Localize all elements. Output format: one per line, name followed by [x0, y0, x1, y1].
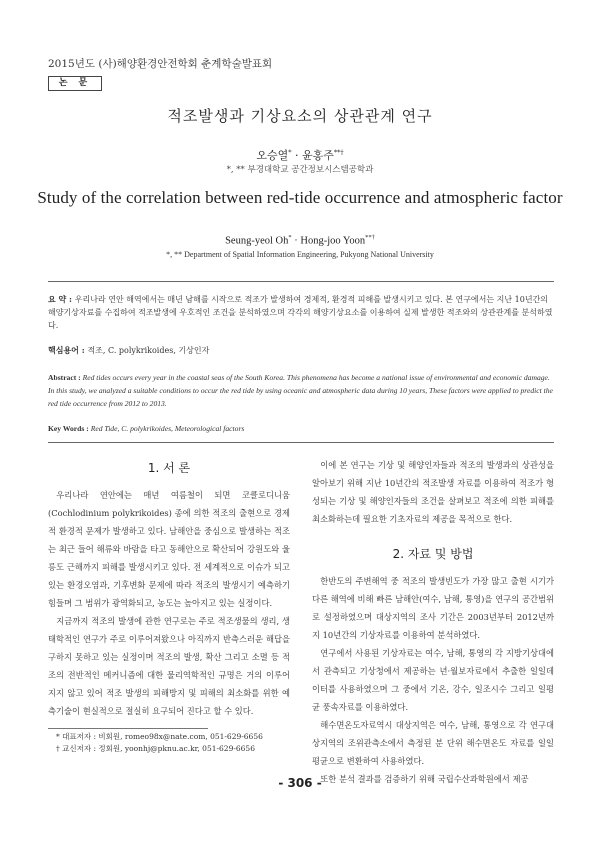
section-2-heading: 2. 자료 및 방법 [392, 547, 474, 561]
author-2-en: Hong-joo Yoon [300, 235, 366, 247]
conference-header: 2015년도 (사)해양환경안전학회 춘계학술발표회 [48, 58, 273, 70]
keywords-korean [48, 345, 209, 356]
author-2-en-mark: **† [365, 234, 375, 241]
divider-top [48, 281, 554, 282]
section-1-paragraph-3: 이에 본 연구는 기상 및 해양인자들과 적조의 발생과의 상관성을 알아보기 위해 지난 10년간의 적조발생 자료를 이용하여 적조가 형성되는 기상 및 해양인자들의 조건을 살펴보고 적조에 의한 피해를 최소화하는데 필요한 기초자료의 제공을 목적으로 한다. [312, 460, 554, 524]
right-column-methods [312, 572, 554, 788]
author-1: 오승열 [256, 149, 289, 162]
abstract-english [48, 371, 554, 410]
divider-bottom [48, 442, 554, 443]
section-2-paragraph-3: 해수면온도자료역시 대상지역은 여수, 남해, 통영으로 각 연구대상지역의 조위관측소에서 측정된 분 단위 해수면온도 자료를 일일평균으로 변환하여 사용하였다. [312, 720, 554, 766]
footnote-rule [48, 728, 208, 729]
authors-korean [0, 147, 600, 163]
section-2-paragraph-2: 연구에서 사용된 기상자료는 여수, 남해, 통영의 각 지방기상대에서 관측되고 기상청에서 제공하는 년·월보자료에서 추출한 일일데이터를 사용하였으며 그 중에서 기온, 강수, 일조시수 그리고 일평균 풍속자료를 이용하였다. [312, 648, 554, 712]
author-en-separator: · [291, 235, 301, 247]
article-type-badge: 논 문 [48, 76, 102, 91]
page-number: - 306 - [278, 776, 322, 790]
affiliation-korean: *, ** 부경대학교 공간정보시스템공학과 [226, 165, 374, 175]
footnotes [56, 731, 263, 755]
section-1-paragraph-1: 우리나라 연안에는 매년 여름철이 되면 코클로디니움(Cochlodinium polykrikoides) 종에 의한 적조의 출현으로 경제적 환경적 문제가 발생하고 있다. 남해안을 중심으로 발생하는 적조는 최근 들어 해류와 바람을 타고 동해안으로 확산되어 강원도와 울릉도 근해까지 피해를 발생시키고 있다. 전 세계적으로 이슈가 되고 있는 환경오염과, 기후변화 문제에 따라 적조의 발생시기 예측하기 힘들며 그 범위가 광역화되고, 농도는 높아지고 있는 실정이다. [48, 490, 290, 608]
keywords-korean-label: 핵심용어 : [48, 345, 88, 355]
keywords-english-label: Key Words : [48, 424, 91, 433]
affiliation-english: *, ** Department of Spatial Information Engineering, Pukyong National University [166, 250, 434, 259]
abstract-korean-label: 요 약 : [48, 294, 75, 304]
section-1-paragraph-2: 지금까지 적조의 발생에 관한 연구로는 주로 적조생물의 생리, 생태학적인 연구가 주로 이루어져왔으나 아직까지 반측스러운 해답을 구하지 못하고 있는 실정이며 적조의 발생, 확산 그리고 소멸 등 적조의 전반적인 메커니즘에 대한 물리역학적인 규명은 거의 이루어지지 않고 있어 적조 발생의 피해방지 및 피해의 최소화를 위한 예측기술이 현실적으로 절실히 요구되어 진다고 할 수 있다. [48, 616, 290, 716]
section-2-paragraph-1: 한반도의 주변해역 중 적조의 발생빈도가 가장 많고 출현 시기가 다른 해역에 비해 빠른 남해안(여수, 남해, 통영)을 연구의 공간범위로 설정하였으며 대상지역의 조사 기간은 2003년부터 2012년까지 10년간의 기상자료를 이용하여 분석하였다. [312, 576, 554, 640]
abstract-korean [48, 293, 554, 332]
footnote-corresponding-author: † 교신저자 : 정회원, yoonhj@pknu.ac.kr, 051-629-6656 [56, 744, 255, 753]
title-english: Study of the correlation between red-tide occurrence and atmospheric factor [37, 188, 563, 207]
author-2: 윤홍주 [302, 149, 334, 162]
keywords-english [48, 424, 244, 433]
abstract-korean-text: 우리나라 연안 해역에서는 매년 남해를 시작으로 적조가 발생하여 경제적, 환경적 피해를 발생시키고 있다. 본 연구에서는 지난 10년간의 해양기상자료를 수집하여 적조발생에 우호적인 조건을 분석하였으며 각각의 해양기상요소를 이용하여 실제 발생한 적조와의 상관관계를 분석하였다. [48, 295, 553, 330]
section-2-paragraph-4: 또한 분석 결과를 검증하기 위해 국립수산과학원에서 제공 [320, 774, 529, 784]
author-1-mark: * [288, 148, 292, 157]
right-column-intro [312, 456, 554, 528]
footnote-first-author: * 대표저자 : 비회원, romeo98x@nate.com, 051-629-6656 [56, 732, 263, 741]
left-column [48, 486, 290, 720]
abstract-english-label: Abstract : [48, 373, 83, 382]
section-1-heading: 1. 서 론 [147, 461, 191, 475]
keywords-english-text: Red Tide, C. polykrikoides, Meteorological factors [90, 424, 245, 433]
abstract-english-text: Red tides occurs every year in the coastal seas of the South Korea. This phenomena has become a national issue of environmental and economic damage. In this study, we analyzed a suitable conditions to occur the red tide by using oceanic and atmospheric data during 10 years, These factors were applied to predict the red tide occurrence from 2012 to 2013. [48, 373, 553, 408]
author-1-en: Seung-yeol Oh [225, 235, 289, 247]
author-separator: · [291, 149, 302, 162]
authors-english [0, 234, 600, 247]
title-korean: 적조발생과 기상요소의 상관관계 연구 [167, 107, 433, 125]
author-1-en-mark: * [288, 234, 292, 241]
author-2-mark: **† [333, 148, 344, 157]
keywords-korean-text: 적조, C. polykrikoides, 기상인자 [87, 346, 210, 355]
